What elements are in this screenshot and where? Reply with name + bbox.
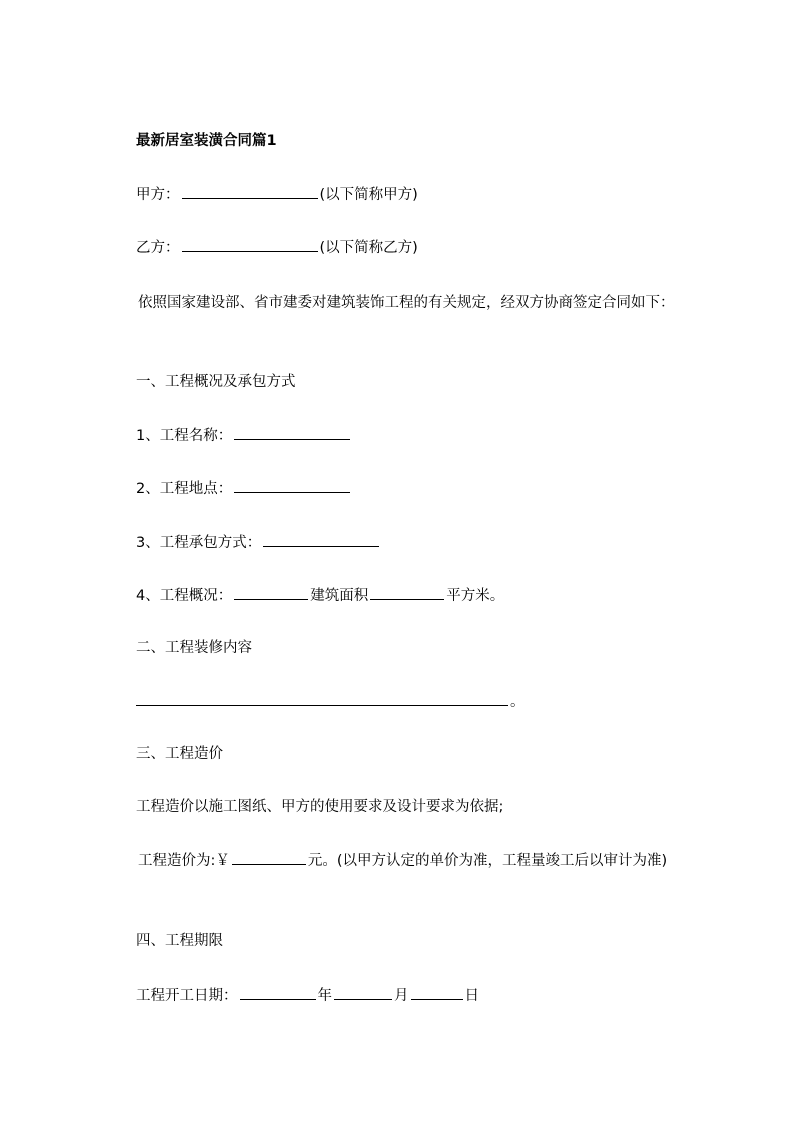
start-date-label: 工程开工日期： (136, 988, 238, 1004)
project-location-label: 2、工程地点： (136, 481, 233, 497)
project-overview-blank (234, 585, 308, 600)
start-month-blank (334, 985, 392, 1000)
project-name-line (136, 425, 352, 446)
price-blank (232, 850, 306, 865)
area-unit-label: 平方米。 (446, 588, 505, 604)
project-location-line (136, 478, 352, 499)
document-title: 最新居室装潢合同篇1 (136, 133, 277, 149)
price-label: 工程造价为:￥ (138, 853, 230, 869)
party-a-blank (182, 184, 318, 199)
decoration-content-end: 。 (510, 694, 525, 710)
start-day-blank (411, 985, 463, 1000)
contract-method-line (136, 532, 381, 553)
building-area-blank (370, 585, 444, 600)
party-a-suffix: (以下简称甲方) (319, 187, 418, 203)
building-area-label: 建筑面积 (310, 588, 369, 604)
section2-heading: 二、工程装修内容 (136, 640, 252, 656)
month-label: 月 (394, 988, 409, 1004)
contract-method-label: 3、工程承包方式： (136, 535, 262, 551)
party-b-label: 乙方： (136, 240, 180, 256)
intro-paragraph: 依照国家建设部、省市建委对建筑装饰工程的有关规定，经双方协商签定合同如下： (138, 295, 675, 311)
project-name-label: 1、工程名称： (136, 428, 233, 444)
project-location-blank (234, 478, 350, 493)
section3-heading: 三、工程造价 (136, 746, 223, 762)
contract-method-blank (263, 532, 379, 547)
party-b-blank (182, 237, 318, 252)
start-date-line (136, 985, 479, 1006)
price-paragraph (106, 848, 702, 874)
price-rest: 元。(以甲方认定的单价为准，工程量竣工后以审计为准) (307, 853, 668, 869)
decoration-content-line (136, 691, 525, 712)
project-overview-label: 4、工程概况： (136, 588, 233, 604)
decoration-content-blank (136, 691, 508, 706)
price-basis-line: 工程造价以施工图纸、甲方的使用要求及设计要求为依据; (136, 799, 504, 815)
party-b-suffix: (以下简称乙方) (319, 240, 418, 256)
project-name-blank (234, 425, 350, 440)
party-a-line (136, 184, 418, 205)
section1-heading: 一、工程概况及承包方式 (136, 374, 296, 390)
party-b-line (136, 237, 418, 258)
section4-heading: 四、工程期限 (136, 933, 223, 949)
start-year-blank (240, 985, 316, 1000)
project-overview-line (136, 585, 504, 606)
party-a-label: 甲方： (136, 187, 180, 203)
day-label: 日 (464, 988, 479, 1004)
year-label: 年 (317, 988, 332, 1004)
